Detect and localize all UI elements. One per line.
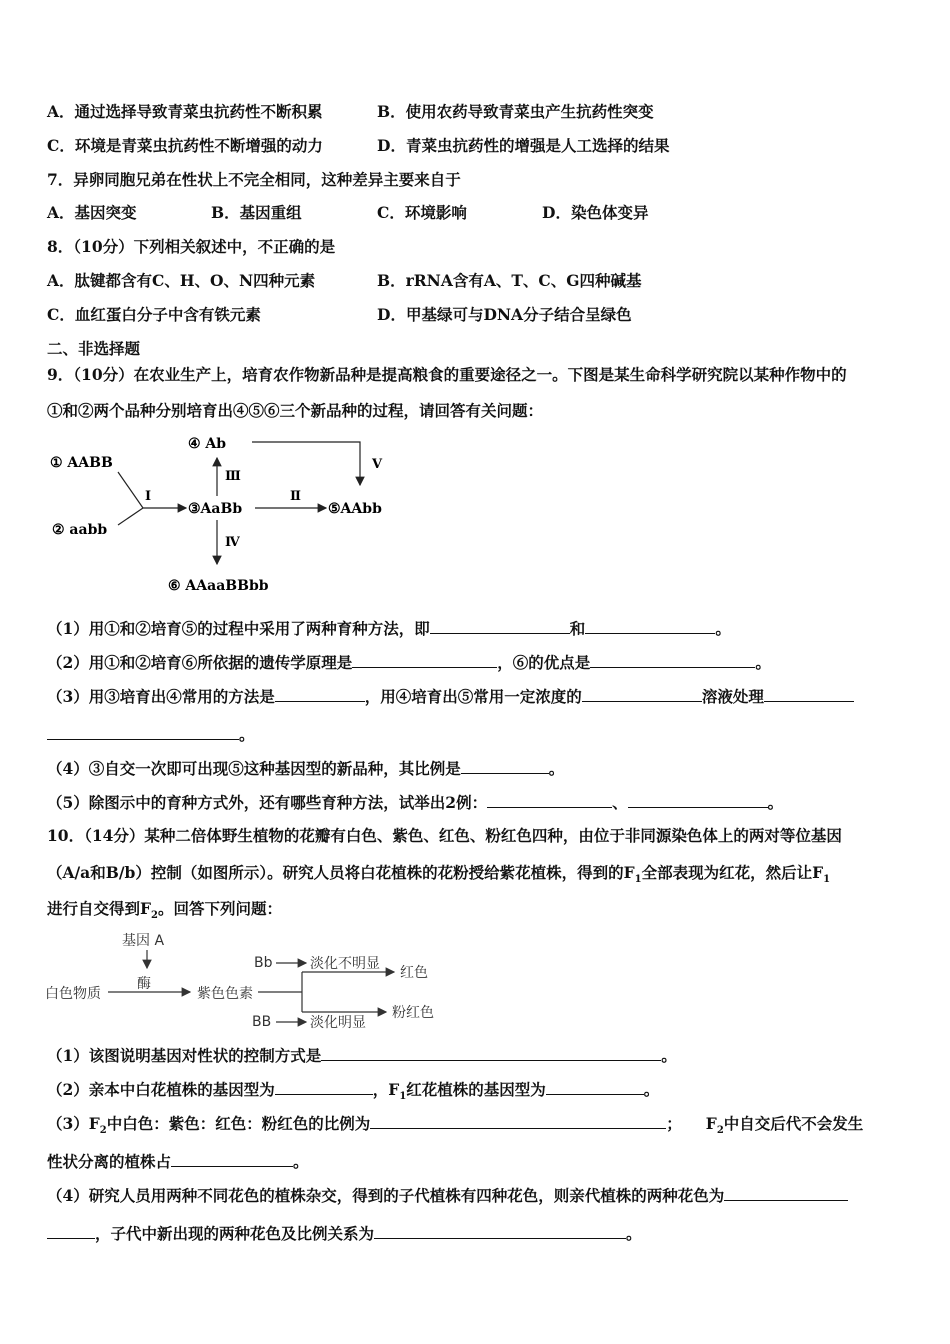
q9-sub4-blank[interactable] [461,757,549,774]
q8-option-b: B．rRNA含有A、T、C、G四种碱基 [377,271,642,290]
q10-sub4-blank-1[interactable] [724,1184,848,1201]
q8-option-c: C．血红蛋白分子中含有铁元素 [47,305,261,324]
q10-sub3-blank-2[interactable] [171,1150,293,1167]
strong-dilution-label: 淡化明显 [310,1015,366,1031]
q9-stem-line1: 9．（10分）在农业生产上，培育农作物新品种是提高粮食的重要途径之一。下图是某生命科学研究院以某种作物中的 [47,365,847,384]
pink-label: 粉红色 [392,1005,434,1021]
q9-sub5-text: （5）除图示中的育种方式外，还有哪些育种方法，试举出2例： [47,793,488,812]
q10-sub3-text-4: F [705,1114,717,1133]
q9-sub5-text-2: 、 [612,793,628,812]
q9-sub3-text-2: ，用④培育出⑤常用一定浓度的 [364,687,582,706]
q9-sub3 [47,685,854,708]
q7-option-a: A．基因突变 [47,203,137,222]
q10-sub2-blank-1[interactable] [275,1078,373,1095]
label-v: Ⅴ [372,457,383,472]
q9-sub4-text: （4）③自交一次即可出现⑤这种基因型的新品种，其比例是 [47,759,461,778]
q6-option-d: D．青菜虫抗药性的增强是人工选择的结果 [377,136,670,155]
q9-stem-line2: ①和②两个品种分别培育出④⑤⑥三个新品种的过程，请回答有关问题： [47,401,544,420]
q9-sub3-end: 。 [239,725,255,744]
q8-option-d: D．甲基绿可与DNA分子结合呈绿色 [377,305,632,324]
q9-sub2-end: 。 [755,653,771,672]
q9-sub2-text-2: ，⑥的优点是 [497,653,591,672]
q10-sub3-end: 。 [293,1152,309,1171]
q10-sub3 [47,1112,863,1142]
q9-sub3-text: （3）用③培育出④常用的方法是 [47,687,275,706]
white-substance-label: 白色物质 [45,986,101,1002]
q9-sub1-end: 。 [715,619,731,638]
q10-sub3-blank-1[interactable] [370,1112,666,1129]
node-4-ab: ④ Ab [188,436,227,452]
q9-sub1-text: （1）用①和②培育⑤的过程中采用了两种育种方法，即 [47,619,430,638]
node-1-aabb: ① AABB [50,455,113,471]
q10-sub4-end: 。 [626,1224,642,1243]
q10-sub2-text: （2）亲本中白花植株的基因型为 [47,1080,275,1099]
q8-stem: 8．（10分）下列相关叙述中，不正确的是 [47,237,336,256]
q7-option-d: D．染色体变异 [542,203,649,222]
node-2-aabb-lower: ② aabb [52,522,108,538]
q10-sub4-blank-1-cont[interactable] [47,1222,95,1239]
q10-sub2-text-2: ，F [372,1080,400,1099]
node-6-aaaabbbb: ⑥ AAaaBBbb [168,578,269,594]
red-label: 红色 [400,965,428,981]
q9-sub2-text: （2）用①和②培育⑥所依据的遗传学原理是 [47,653,353,672]
q10-sub1 [47,1044,677,1067]
q6-option-a: A．通过选择导致青菜虫抗药性不断积累 [47,102,323,121]
q10-stem-line2-a: （A/a和B/b）控制（如图所示）。研究人员将白花植株的花粉授给紫花植株，得到的F [47,863,635,882]
q10-stem-line2 [47,862,830,891]
q9-sub4-end: 。 [548,759,565,778]
q9-sub3-blank-2[interactable] [582,685,702,702]
q10-sub4 [47,1184,848,1207]
q9-sub1-text-2: 和 [569,619,586,638]
q10-sub2-end: 。 [643,1080,660,1099]
q10-sub3-text-3: ； [666,1114,682,1133]
gene-a-label: 基因 A [122,933,165,949]
q10-stem-line1: 10．（14分）某种二倍体野生植物的花瓣有白色、紫色、红色、粉红色四种，由位于非同源染色体上的两对等位基因 [47,826,842,845]
q6-option-b: B．使用农药导致青菜虫产生抗药性突变 [377,102,654,121]
q9-sub1-blank-2[interactable] [585,617,715,634]
q9-sub1-blank-1[interactable] [430,617,570,634]
q10-sub4-blank-2[interactable] [374,1222,626,1239]
q9-sub5 [47,791,783,814]
label-i: Ⅰ [145,489,152,504]
q10-sub2-blank-2[interactable] [546,1078,644,1095]
q10-stem-line3-b: 。回答下列问题： [157,899,282,918]
q10-sub1-end: 。 [661,1046,677,1065]
label-iv: Ⅳ [225,535,240,550]
q10-sub3-sub1: 2 [99,1125,107,1137]
q9-sub4 [47,757,564,780]
purple-pigment-label: 紫色色素 [197,986,253,1002]
q10-sub1-blank[interactable] [321,1044,661,1061]
q9-sub3-cont [47,723,255,746]
q10-sub1-text: （1）该图说明基因对性状的控制方式是 [47,1046,322,1065]
q8-option-a: A．肽键都含有C、H、O、N四种元素 [47,271,316,290]
q9-sub2-blank-1[interactable] [352,651,497,668]
q10-sub4-cont [47,1222,642,1245]
q7-stem: 7．异卵同胞兄弟在性状上不完全相同，这种差异主要来自于 [47,170,461,189]
q10-sub3-text-5: 中自交后代不会发生 [723,1114,864,1133]
section-title: 二、非选择题 [47,339,141,358]
enzyme-label: 酶 [137,976,151,992]
q9-sub3-text-3: 溶液处理 [701,687,764,706]
q9-sub3-blank-3[interactable] [764,685,854,702]
bb-het-label: Bb [254,955,273,971]
q10-sub3-sub2: 2 [716,1125,724,1137]
q10-stem-line3-sub: 2 [151,910,158,922]
weak-dilution-label: 淡化不明显 [310,956,380,972]
q9-sub2-blank-2[interactable] [590,651,755,668]
q9-sub3-blank-1[interactable] [275,685,365,702]
q9-sub5-end: 。 [767,793,784,812]
q9-sub2 [47,651,771,674]
q10-sub3-text-6: 性状分离的植株占 [47,1152,172,1171]
q10-sub2-sub: 1 [399,1091,407,1103]
q9-sub1 [47,617,731,640]
bb-hom-label: BB [252,1014,272,1030]
q9-sub5-blank-2[interactable] [628,791,768,808]
q9-breeding-diagram [40,430,400,600]
node-3-aabb: ③AaBb [188,501,243,517]
q10-sub4-text: （4）研究人员用两种不同花色的植株杂交，得到的子代植株有四种花色，则亲代植株的两种花色为 [47,1186,725,1205]
q10-sub2-text-3: 红花植株的基因型为 [406,1080,546,1099]
q10-sub3-text-2: 中白色：紫色：红色：粉红色的比例为 [106,1114,371,1133]
q7-option-b: B．基因重组 [211,203,302,222]
branch-lines [258,972,302,1012]
node-5-aabb: ⑤AAbb [328,501,382,517]
q9-sub3-blank-3-cont[interactable] [47,723,239,740]
q10-sub2 [47,1078,659,1108]
q6-option-c: C．环境是青菜虫抗药性不断增强的动力 [47,136,323,155]
q10-sub3-cont [47,1150,309,1173]
q10-stem-line3 [47,898,282,927]
label-iii: Ⅲ [225,469,241,484]
q10-stem-line2-sub1: 1 [634,874,642,886]
arrow-v [252,442,360,485]
q7-option-c: C．环境影响 [377,203,467,222]
q10-stem-line2-sub2: 1 [823,874,831,886]
q9-sub5-blank-1[interactable] [487,791,612,808]
q10-stem-line2-b: 全部表现为红花，然后让F [641,863,824,882]
q10-sub4-text-2: ，子代中新出现的两种花色及比例关系为 [95,1224,375,1243]
q10-pathway-diagram [40,928,460,1038]
q10-stem-line3-a: 进行自交得到F [47,899,152,918]
label-ii: Ⅱ [290,489,301,504]
q10-sub3-text: （3）F [47,1114,100,1133]
